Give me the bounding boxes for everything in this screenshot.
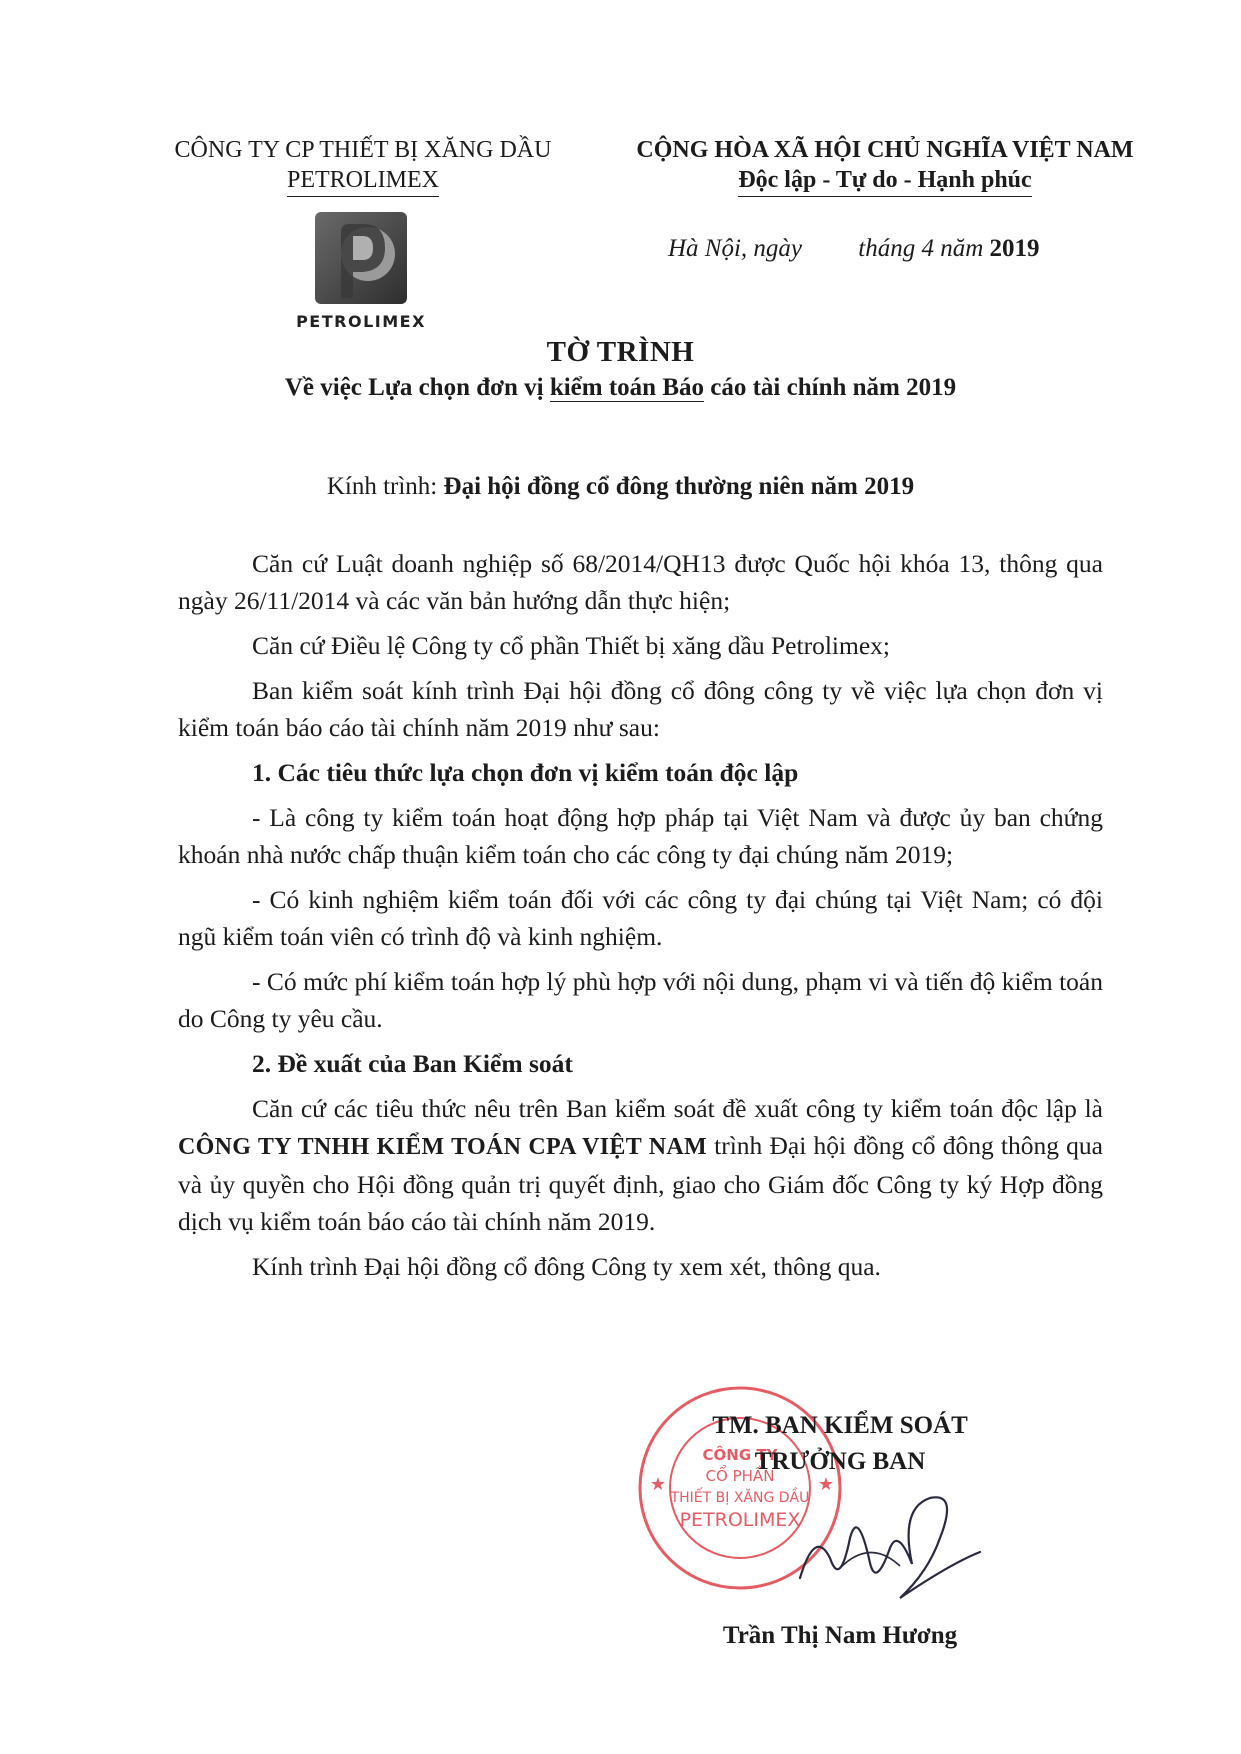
subtitle-part1: Về việc Lựa chọn đơn vị bbox=[284, 374, 550, 401]
section-heading-proposal: 2. Đề xuất của Ban Kiểm soát bbox=[252, 1049, 573, 1078]
proposal-text-2: trình Đại hội đồng cổ đông thông qua và ủy quyền cho Hội đồng quản trị quyết định, giao cho Giám đốc Công ty ký Hợp đồng dịch vụ kiểm toán báo cáo tài chính năm 2019. bbox=[178, 1131, 1103, 1236]
proposal-text-1: Căn cứ các tiêu thức nêu trên Ban kiểm soát đề xuất công ty kiểm toán độc lập là bbox=[252, 1094, 1103, 1123]
handwritten-signature bbox=[780, 1468, 990, 1618]
svg-text:★: ★ bbox=[817, 1474, 835, 1495]
addressee-label: Kính trình: bbox=[326, 473, 444, 500]
signature-role-line2: TRƯỞNG BAN bbox=[754, 1448, 926, 1475]
subtitle-part2: cáo tài chính năm 2019 bbox=[704, 374, 957, 401]
stamp-text: THIẾT BỊ XĂNG DẦU bbox=[670, 1490, 810, 1506]
addressee bbox=[0, 473, 1241, 501]
svg-text:★: ★ bbox=[649, 1474, 667, 1495]
date-year: 2019 bbox=[989, 235, 1040, 262]
signer-name: Trần Thị Nam Hương bbox=[722, 1622, 958, 1649]
company-name-line2: PETROLIMEX bbox=[287, 165, 439, 197]
company-name-block bbox=[158, 135, 568, 197]
section-heading-criteria: 1. Các tiêu thức lựa chọn đơn vị kiểm toán độc lập bbox=[252, 758, 799, 787]
paragraph-closing: Kính trình Đại hội đồng cổ đông Công ty xem xét, thông qua. bbox=[252, 1252, 881, 1281]
addressee-value: Đại hội đồng cổ đông thường niên năm 2019 bbox=[443, 473, 915, 500]
national-name: CỘNG HÒA XÃ HỘI CHỦ NGHĨA VIỆT NAM bbox=[636, 137, 1134, 163]
national-motto: Độc lập - Tự do - Hạnh phúc bbox=[738, 165, 1031, 197]
proposed-auditor-name: CÔNG TY TNHH KIỂM TOÁN CPA VIỆT NAM bbox=[178, 1134, 707, 1160]
national-motto-block bbox=[620, 135, 1150, 197]
stamp-text: CÔNG TY bbox=[702, 1446, 778, 1464]
stamp-text: CỔ PHẦN bbox=[705, 1467, 775, 1485]
stamp-text: PETROLIMEX bbox=[679, 1509, 801, 1531]
document-body bbox=[178, 545, 1103, 1293]
date-prefix: Hà Nội, ngày bbox=[668, 235, 803, 262]
subtitle-underlined: kiểm toán Báo bbox=[549, 374, 705, 401]
logo-caption: PETROLIMEX bbox=[296, 312, 426, 331]
paragraph-proposal bbox=[178, 1090, 1103, 1240]
document-date bbox=[668, 235, 1040, 263]
document-title: TỜ TRÌNH bbox=[546, 336, 695, 368]
signature-role-line1: TM. BAN KIỂM SOÁT bbox=[712, 1412, 968, 1439]
paragraph-intro: Ban kiểm soát kính trình Đại hội đồng cổ đông công ty về việc lựa chọn đơn vị kiểm toán báo cáo tài chính năm 2019 như sau: bbox=[178, 676, 1103, 742]
company-name-line1: CÔNG TY CP THIẾT BỊ XĂNG DẦU bbox=[174, 137, 552, 163]
criteria-item: - Có mức phí kiểm toán hợp lý phù hợp với nội dung, phạm vi và tiến độ kiểm toán do Công ty yêu cầu. bbox=[178, 967, 1103, 1033]
paragraph-legal-basis-1: Căn cứ Luật doanh nghiệp số 68/2014/QH13 được Quốc hội khóa 13, thông qua ngày 26/11/2014 và các văn bản hướng dẫn thực hiện; bbox=[178, 549, 1103, 615]
criteria-item: - Có kinh nghiệm kiểm toán đối với các công ty đại chúng tại Việt Nam; có đội ngũ kiểm toán viên có trình độ và kinh nghiệm. bbox=[178, 885, 1103, 951]
paragraph-legal-basis-2: Căn cứ Điều lệ Công ty cổ phần Thiết bị xăng dầu Petrolimex; bbox=[252, 631, 890, 660]
criteria-item: - Là công ty kiểm toán hoạt động hợp pháp tại Việt Nam và được ủy ban chứng khoán nhà nước chấp thuận kiểm toán cho các công ty đại chúng năm 2019; bbox=[178, 803, 1103, 869]
petrolimex-logo-icon bbox=[313, 210, 409, 306]
date-month: tháng 4 năm bbox=[858, 235, 984, 262]
document-subtitle bbox=[0, 374, 1241, 402]
